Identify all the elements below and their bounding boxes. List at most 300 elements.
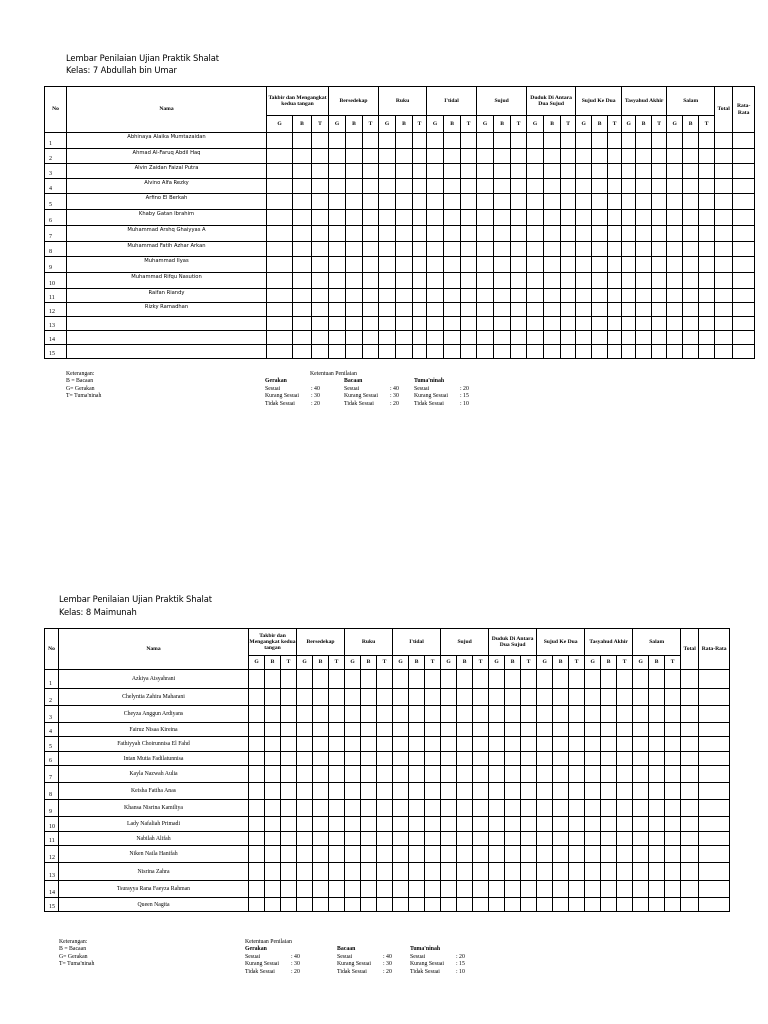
score-cell[interactable] [576, 133, 592, 149]
score-cell[interactable] [699, 303, 715, 317]
score-cell[interactable] [457, 670, 473, 689]
total-cell[interactable] [681, 832, 699, 846]
score-cell[interactable] [652, 133, 667, 149]
score-cell[interactable] [393, 863, 409, 881]
average-cell[interactable] [733, 331, 755, 345]
score-cell[interactable] [521, 723, 537, 737]
score-cell[interactable] [537, 766, 553, 783]
score-cell[interactable] [441, 737, 457, 752]
score-cell[interactable] [457, 800, 473, 817]
score-cell[interactable] [393, 670, 409, 689]
score-cell[interactable] [425, 723, 441, 737]
score-cell[interactable] [312, 331, 329, 345]
score-cell[interactable] [313, 752, 329, 766]
score-cell[interactable] [636, 179, 652, 194]
score-cell[interactable] [652, 242, 667, 257]
score-cell[interactable] [683, 149, 699, 164]
score-cell[interactable] [461, 303, 477, 317]
score-cell[interactable] [553, 881, 569, 898]
score-cell[interactable] [441, 832, 457, 846]
score-cell[interactable] [377, 766, 393, 783]
score-cell[interactable] [396, 331, 413, 345]
total-cell[interactable] [681, 737, 699, 752]
score-cell[interactable] [457, 846, 473, 863]
score-cell[interactable] [249, 783, 265, 800]
score-cell[interactable] [313, 670, 329, 689]
score-cell[interactable] [329, 881, 345, 898]
score-cell[interactable] [363, 226, 379, 242]
score-cell[interactable] [489, 846, 505, 863]
score-cell[interactable] [505, 766, 521, 783]
score-cell[interactable] [608, 345, 622, 359]
score-cell[interactable] [585, 723, 601, 737]
score-cell[interactable] [608, 179, 622, 194]
score-cell[interactable] [544, 149, 561, 164]
average-cell[interactable] [733, 210, 755, 226]
score-cell[interactable] [379, 133, 396, 149]
score-cell[interactable] [576, 273, 592, 289]
score-cell[interactable] [457, 817, 473, 832]
score-cell[interactable] [505, 846, 521, 863]
score-cell[interactable] [521, 670, 537, 689]
score-cell[interactable] [293, 133, 312, 149]
score-cell[interactable] [699, 331, 715, 345]
score-cell[interactable] [361, 706, 377, 723]
score-cell[interactable] [569, 881, 585, 898]
score-cell[interactable] [329, 273, 346, 289]
score-cell[interactable] [608, 289, 622, 303]
score-cell[interactable] [361, 766, 377, 783]
score-cell[interactable] [544, 289, 561, 303]
score-cell[interactable] [249, 737, 265, 752]
score-cell[interactable] [329, 164, 346, 179]
score-cell[interactable] [537, 846, 553, 863]
score-cell[interactable] [267, 242, 293, 257]
score-cell[interactable] [561, 210, 576, 226]
score-cell[interactable] [413, 133, 427, 149]
score-cell[interactable] [511, 194, 527, 210]
total-cell[interactable] [715, 289, 733, 303]
score-cell[interactable] [592, 317, 608, 331]
score-cell[interactable] [553, 752, 569, 766]
score-cell[interactable] [393, 783, 409, 800]
score-cell[interactable] [489, 832, 505, 846]
score-cell[interactable] [267, 179, 293, 194]
score-cell[interactable] [601, 817, 617, 832]
score-cell[interactable] [363, 273, 379, 289]
score-cell[interactable] [561, 194, 576, 210]
score-cell[interactable] [576, 317, 592, 331]
score-cell[interactable] [537, 783, 553, 800]
score-cell[interactable] [329, 766, 345, 783]
score-cell[interactable] [281, 846, 297, 863]
score-cell[interactable] [312, 345, 329, 359]
score-cell[interactable] [393, 846, 409, 863]
score-cell[interactable] [601, 723, 617, 737]
score-cell[interactable] [585, 832, 601, 846]
score-cell[interactable] [249, 800, 265, 817]
score-cell[interactable] [633, 863, 649, 881]
score-cell[interactable] [312, 164, 329, 179]
score-cell[interactable] [281, 706, 297, 723]
score-cell[interactable] [652, 317, 667, 331]
score-cell[interactable] [457, 752, 473, 766]
score-cell[interactable] [346, 273, 363, 289]
score-cell[interactable] [699, 149, 715, 164]
score-cell[interactable] [489, 752, 505, 766]
score-cell[interactable] [553, 783, 569, 800]
score-cell[interactable] [329, 800, 345, 817]
score-cell[interactable] [569, 670, 585, 689]
score-cell[interactable] [409, 723, 425, 737]
score-cell[interactable] [361, 846, 377, 863]
score-cell[interactable] [329, 846, 345, 863]
score-cell[interactable] [361, 689, 377, 706]
score-cell[interactable] [297, 881, 313, 898]
score-cell[interactable] [361, 832, 377, 846]
score-cell[interactable] [633, 766, 649, 783]
score-cell[interactable] [576, 242, 592, 257]
score-cell[interactable] [477, 317, 494, 331]
score-cell[interactable] [699, 164, 715, 179]
score-cell[interactable] [313, 881, 329, 898]
score-cell[interactable] [427, 226, 444, 242]
score-cell[interactable] [537, 752, 553, 766]
score-cell[interactable] [511, 257, 527, 273]
score-cell[interactable] [561, 149, 576, 164]
score-cell[interactable] [413, 179, 427, 194]
score-cell[interactable] [477, 257, 494, 273]
score-cell[interactable] [665, 737, 681, 752]
score-cell[interactable] [527, 331, 544, 345]
average-cell[interactable] [733, 317, 755, 331]
score-cell[interactable] [521, 783, 537, 800]
score-cell[interactable] [652, 210, 667, 226]
score-cell[interactable] [544, 226, 561, 242]
score-cell[interactable] [608, 164, 622, 179]
score-cell[interactable] [617, 723, 633, 737]
score-cell[interactable] [267, 331, 293, 345]
score-cell[interactable] [608, 133, 622, 149]
score-cell[interactable] [444, 257, 461, 273]
score-cell[interactable] [561, 133, 576, 149]
score-cell[interactable] [361, 863, 377, 881]
score-cell[interactable] [427, 331, 444, 345]
score-cell[interactable] [329, 133, 346, 149]
score-cell[interactable] [473, 670, 489, 689]
score-cell[interactable] [633, 706, 649, 723]
score-cell[interactable] [312, 149, 329, 164]
score-cell[interactable] [477, 303, 494, 317]
score-cell[interactable] [527, 303, 544, 317]
score-cell[interactable] [569, 752, 585, 766]
score-cell[interactable] [312, 179, 329, 194]
score-cell[interactable] [553, 689, 569, 706]
score-cell[interactable] [461, 179, 477, 194]
score-cell[interactable] [379, 242, 396, 257]
score-cell[interactable] [505, 881, 521, 898]
score-cell[interactable] [649, 881, 665, 898]
score-cell[interactable] [622, 210, 636, 226]
score-cell[interactable] [473, 846, 489, 863]
score-cell[interactable] [281, 737, 297, 752]
score-cell[interactable] [329, 817, 345, 832]
score-cell[interactable] [511, 242, 527, 257]
score-cell[interactable] [667, 345, 683, 359]
score-cell[interactable] [576, 194, 592, 210]
score-cell[interactable] [345, 737, 361, 752]
score-cell[interactable] [633, 832, 649, 846]
score-cell[interactable] [297, 706, 313, 723]
score-cell[interactable] [363, 194, 379, 210]
score-cell[interactable] [281, 670, 297, 689]
score-cell[interactable] [699, 179, 715, 194]
score-cell[interactable] [377, 898, 393, 912]
score-cell[interactable] [267, 210, 293, 226]
total-cell[interactable] [681, 817, 699, 832]
score-cell[interactable] [592, 257, 608, 273]
score-cell[interactable] [576, 303, 592, 317]
score-cell[interactable] [489, 689, 505, 706]
score-cell[interactable] [477, 133, 494, 149]
score-cell[interactable] [413, 345, 427, 359]
score-cell[interactable] [293, 164, 312, 179]
average-cell[interactable] [733, 179, 755, 194]
score-cell[interactable] [379, 149, 396, 164]
score-cell[interactable] [265, 863, 281, 881]
score-cell[interactable] [585, 800, 601, 817]
score-cell[interactable] [396, 194, 413, 210]
score-cell[interactable] [377, 737, 393, 752]
score-cell[interactable] [561, 303, 576, 317]
score-cell[interactable] [683, 317, 699, 331]
score-cell[interactable] [505, 817, 521, 832]
score-cell[interactable] [409, 783, 425, 800]
score-cell[interactable] [665, 783, 681, 800]
score-cell[interactable] [667, 133, 683, 149]
score-cell[interactable] [297, 752, 313, 766]
score-cell[interactable] [649, 766, 665, 783]
score-cell[interactable] [444, 331, 461, 345]
score-cell[interactable] [427, 345, 444, 359]
score-cell[interactable] [527, 242, 544, 257]
score-cell[interactable] [293, 149, 312, 164]
score-cell[interactable] [505, 737, 521, 752]
score-cell[interactable] [473, 737, 489, 752]
score-cell[interactable] [293, 289, 312, 303]
score-cell[interactable] [345, 881, 361, 898]
score-cell[interactable] [345, 800, 361, 817]
average-cell[interactable] [733, 303, 755, 317]
score-cell[interactable] [494, 226, 511, 242]
score-cell[interactable] [608, 303, 622, 317]
score-cell[interactable] [617, 783, 633, 800]
score-cell[interactable] [361, 817, 377, 832]
score-cell[interactable] [477, 164, 494, 179]
score-cell[interactable] [511, 331, 527, 345]
score-cell[interactable] [601, 898, 617, 912]
score-cell[interactable] [377, 863, 393, 881]
score-cell[interactable] [592, 303, 608, 317]
score-cell[interactable] [683, 345, 699, 359]
score-cell[interactable] [537, 863, 553, 881]
score-cell[interactable] [489, 706, 505, 723]
score-cell[interactable] [592, 273, 608, 289]
score-cell[interactable] [649, 846, 665, 863]
score-cell[interactable] [396, 257, 413, 273]
score-cell[interactable] [379, 345, 396, 359]
score-cell[interactable] [427, 289, 444, 303]
score-cell[interactable] [505, 863, 521, 881]
score-cell[interactable] [494, 210, 511, 226]
score-cell[interactable] [683, 133, 699, 149]
score-cell[interactable] [521, 766, 537, 783]
score-cell[interactable] [489, 881, 505, 898]
score-cell[interactable] [297, 723, 313, 737]
score-cell[interactable] [413, 303, 427, 317]
score-cell[interactable] [281, 689, 297, 706]
score-cell[interactable] [425, 783, 441, 800]
score-cell[interactable] [511, 226, 527, 242]
score-cell[interactable] [297, 737, 313, 752]
score-cell[interactable] [461, 331, 477, 345]
score-cell[interactable] [511, 210, 527, 226]
score-cell[interactable] [699, 289, 715, 303]
score-cell[interactable] [505, 783, 521, 800]
score-cell[interactable] [444, 133, 461, 149]
average-cell[interactable] [699, 832, 730, 846]
score-cell[interactable] [281, 817, 297, 832]
score-cell[interactable] [379, 194, 396, 210]
score-cell[interactable] [617, 689, 633, 706]
score-cell[interactable] [665, 800, 681, 817]
score-cell[interactable] [553, 723, 569, 737]
score-cell[interactable] [521, 846, 537, 863]
score-cell[interactable] [585, 670, 601, 689]
score-cell[interactable] [293, 273, 312, 289]
score-cell[interactable] [427, 179, 444, 194]
score-cell[interactable] [544, 164, 561, 179]
score-cell[interactable] [633, 846, 649, 863]
score-cell[interactable] [377, 817, 393, 832]
score-cell[interactable] [473, 723, 489, 737]
score-cell[interactable] [622, 345, 636, 359]
score-cell[interactable] [561, 345, 576, 359]
total-cell[interactable] [715, 133, 733, 149]
score-cell[interactable] [699, 226, 715, 242]
score-cell[interactable] [576, 345, 592, 359]
score-cell[interactable] [409, 766, 425, 783]
score-cell[interactable] [649, 737, 665, 752]
score-cell[interactable] [345, 689, 361, 706]
score-cell[interactable] [379, 257, 396, 273]
score-cell[interactable] [617, 752, 633, 766]
score-cell[interactable] [396, 273, 413, 289]
score-cell[interactable] [345, 706, 361, 723]
score-cell[interactable] [413, 257, 427, 273]
score-cell[interactable] [329, 783, 345, 800]
score-cell[interactable] [601, 752, 617, 766]
score-cell[interactable] [592, 164, 608, 179]
score-cell[interactable] [608, 149, 622, 164]
score-cell[interactable] [329, 317, 346, 331]
score-cell[interactable] [601, 737, 617, 752]
score-cell[interactable] [393, 752, 409, 766]
score-cell[interactable] [396, 164, 413, 179]
score-cell[interactable] [667, 273, 683, 289]
average-cell[interactable] [699, 689, 730, 706]
score-cell[interactable] [576, 331, 592, 345]
score-cell[interactable] [665, 670, 681, 689]
score-cell[interactable] [297, 898, 313, 912]
score-cell[interactable] [329, 179, 346, 194]
score-cell[interactable] [396, 345, 413, 359]
score-cell[interactable] [329, 242, 346, 257]
score-cell[interactable] [553, 737, 569, 752]
score-cell[interactable] [553, 670, 569, 689]
score-cell[interactable] [444, 194, 461, 210]
score-cell[interactable] [511, 149, 527, 164]
score-cell[interactable] [457, 898, 473, 912]
score-cell[interactable] [585, 817, 601, 832]
score-cell[interactable] [608, 257, 622, 273]
total-cell[interactable] [715, 242, 733, 257]
score-cell[interactable] [427, 149, 444, 164]
score-cell[interactable] [561, 179, 576, 194]
score-cell[interactable] [377, 706, 393, 723]
total-cell[interactable] [681, 723, 699, 737]
score-cell[interactable] [576, 179, 592, 194]
score-cell[interactable] [521, 800, 537, 817]
score-cell[interactable] [346, 194, 363, 210]
score-cell[interactable] [617, 737, 633, 752]
score-cell[interactable] [608, 317, 622, 331]
score-cell[interactable] [576, 210, 592, 226]
score-cell[interactable] [379, 331, 396, 345]
score-cell[interactable] [505, 723, 521, 737]
total-cell[interactable] [681, 898, 699, 912]
score-cell[interactable] [345, 817, 361, 832]
score-cell[interactable] [363, 210, 379, 226]
score-cell[interactable] [601, 863, 617, 881]
total-cell[interactable] [681, 846, 699, 863]
score-cell[interactable] [505, 689, 521, 706]
score-cell[interactable] [477, 194, 494, 210]
score-cell[interactable] [521, 817, 537, 832]
score-cell[interactable] [537, 800, 553, 817]
score-cell[interactable] [636, 226, 652, 242]
score-cell[interactable] [494, 331, 511, 345]
score-cell[interactable] [297, 689, 313, 706]
score-cell[interactable] [425, 766, 441, 783]
score-cell[interactable] [345, 832, 361, 846]
score-cell[interactable] [329, 737, 345, 752]
score-cell[interactable] [489, 737, 505, 752]
score-cell[interactable] [652, 179, 667, 194]
score-cell[interactable] [329, 331, 346, 345]
score-cell[interactable] [293, 242, 312, 257]
score-cell[interactable] [636, 194, 652, 210]
score-cell[interactable] [544, 257, 561, 273]
score-cell[interactable] [409, 846, 425, 863]
score-cell[interactable] [699, 242, 715, 257]
score-cell[interactable] [527, 164, 544, 179]
score-cell[interactable] [297, 817, 313, 832]
score-cell[interactable] [683, 273, 699, 289]
score-cell[interactable] [569, 706, 585, 723]
total-cell[interactable] [715, 345, 733, 359]
score-cell[interactable] [457, 832, 473, 846]
